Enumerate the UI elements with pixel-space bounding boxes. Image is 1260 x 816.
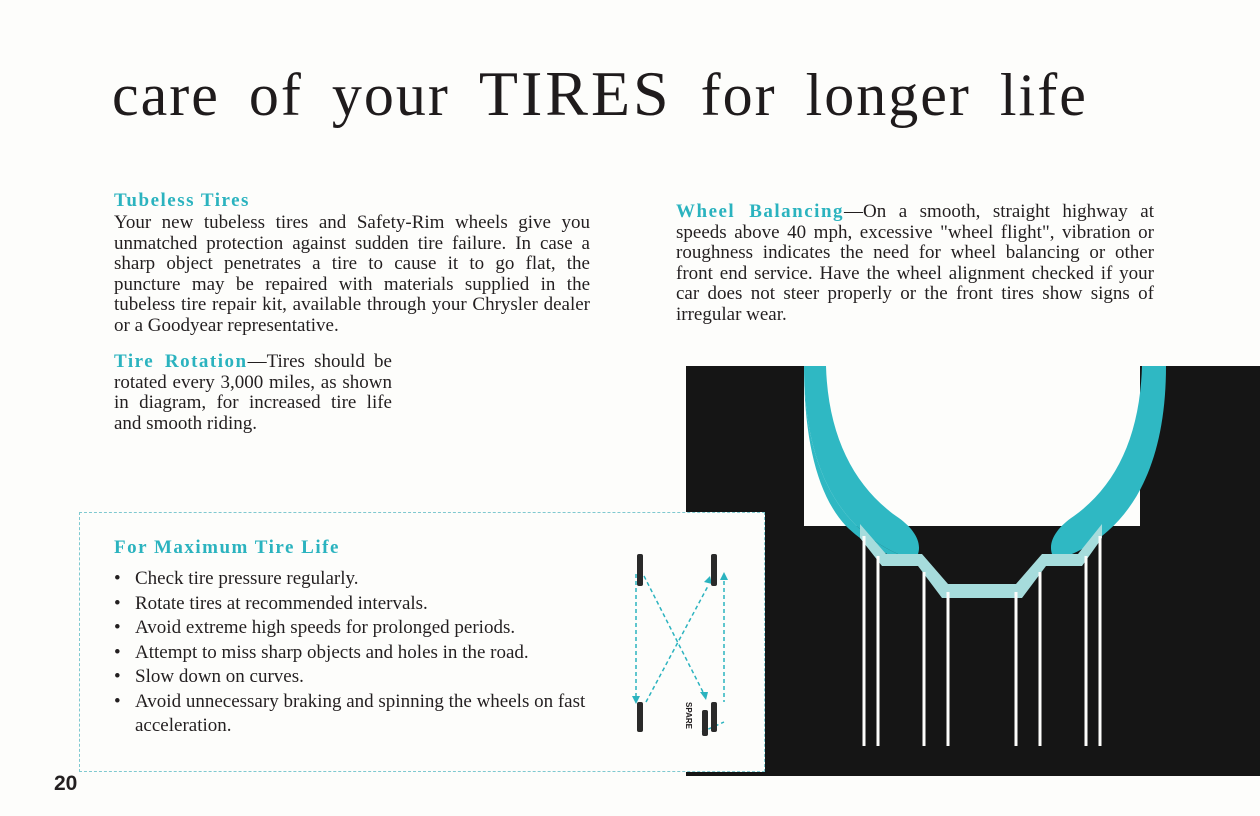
tubeless-tires-heading: Tubeless Tires [114, 190, 250, 211]
wheel-balancing-body: —On a smooth, straight highway at speeds above 40 mph, excessive "wheel flight", vibration or roughness indicates the need for wheel balancing or other front end service. Have the wheel alignment checked if your car does not steer properly or the front tires show signs of irregular wear. [676, 201, 1154, 325]
arrow-head [704, 576, 712, 584]
spare-label: SPARE [684, 702, 693, 729]
tubeless-tires-section [114, 190, 590, 336]
wheel-balancing-section [676, 202, 1154, 325]
maximum-tire-life-heading: For Maximum Tire Life [114, 537, 340, 558]
list-item: • Check tire pressure regularly. [114, 567, 600, 592]
tire-rotation-body: —Tires should be rotated every 3,000 miles, as shown in diagram, for increased tire life and smooth riding. [114, 351, 392, 434]
tire-rotation-diagram [620, 552, 740, 742]
rotation-arrows [636, 574, 724, 732]
title-part-1: care of your [112, 62, 450, 128]
list-item: • Attempt to miss sharp objects and holes in the road. [114, 641, 600, 666]
wheel-cross-section-illustration [686, 366, 1260, 776]
page-number: 20 [54, 772, 78, 795]
list-item: • Rotate tires at recommended intervals. [114, 592, 600, 617]
diagonal-path [644, 576, 704, 694]
page-title [112, 58, 1088, 129]
tubeless-tires-body: Your new tubeless tires and Safety-Rim wheels give you unmatched protection against sudden tire failure. In case a sharp object penetrates a tire to cause it to go flat, the puncture may be repaired with materials supplied in the tubeless tire repair kit, available through your Chrysler dealer or a Goodyear representative. [114, 212, 590, 336]
arrow-head [700, 692, 708, 700]
title-emphasis: TIRES [478, 58, 672, 129]
title-part-2: for longer life [700, 62, 1088, 128]
tire-marker [637, 702, 643, 732]
list-item: • Slow down on curves. [114, 665, 600, 690]
maximum-tire-life-list [114, 567, 600, 739]
tire-marker [711, 554, 717, 586]
spare-tire-marker [702, 710, 708, 736]
list-item: • Avoid extreme high speeds for prolonged periods. [114, 616, 600, 641]
wheel-balancing-heading: Wheel Balancing [676, 201, 845, 222]
tire-rotation-section [114, 352, 392, 434]
tire-marker [711, 702, 717, 732]
tire-marker [637, 554, 643, 586]
list-item: • Avoid unnecessary braking and spinning the wheels on fast acceleration. [114, 690, 600, 739]
tire-rotation-heading: Tire Rotation [114, 351, 248, 372]
arrow-head [720, 572, 728, 580]
